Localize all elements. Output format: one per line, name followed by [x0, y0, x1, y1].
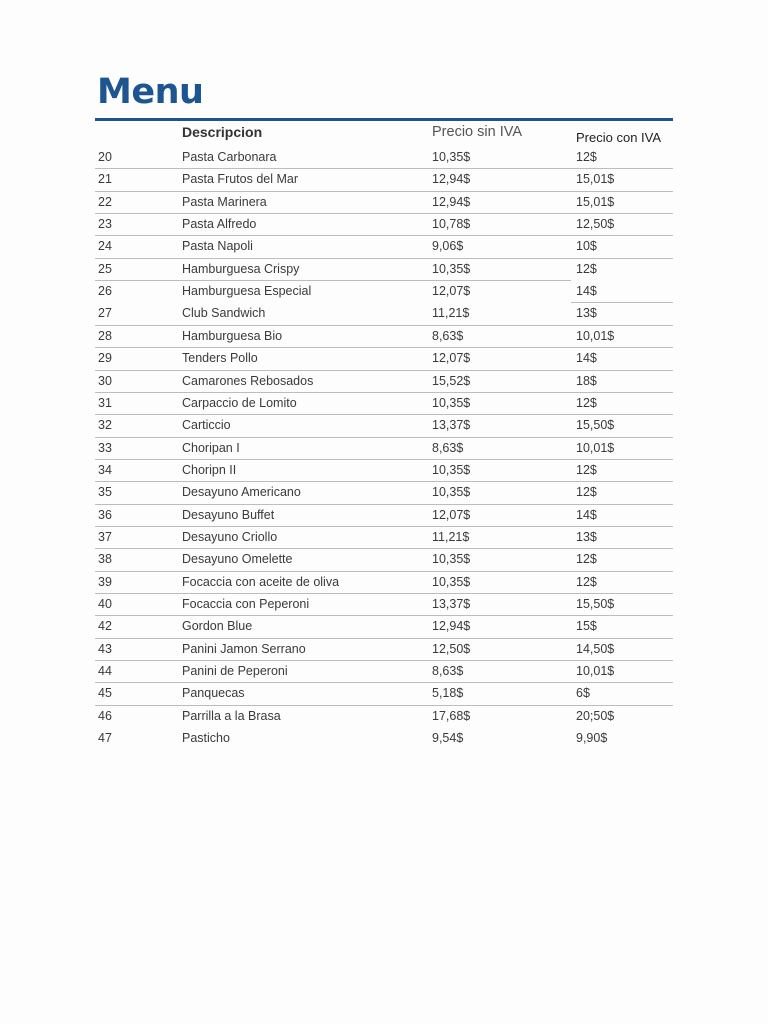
price-with-iva: 12$	[576, 485, 597, 499]
price-with-iva: 13$	[576, 306, 597, 320]
table-row	[0, 526, 768, 548]
item-id: 28	[98, 329, 112, 343]
item-description: Carpaccio de Lomito	[182, 396, 297, 410]
item-id: 35	[98, 485, 112, 499]
item-id: 34	[98, 463, 112, 477]
table-row	[0, 258, 768, 280]
table-row	[0, 615, 768, 637]
item-description: Parrilla a la Brasa	[182, 709, 281, 723]
header-description: Descripcion	[182, 124, 263, 140]
price-with-iva: 10,01$	[576, 329, 615, 343]
price-without-iva: 10,35$	[432, 485, 471, 499]
table-row	[0, 459, 768, 481]
item-description: Panini Jamon Serrano	[182, 642, 306, 656]
price-without-iva: 10,35$	[432, 262, 471, 276]
price-with-iva: 15,50$	[576, 597, 615, 611]
price-with-iva: 14$	[576, 284, 597, 298]
item-id: 27	[98, 306, 112, 320]
item-id: 22	[98, 195, 112, 209]
price-with-iva: 14$	[576, 351, 597, 365]
table-row	[0, 280, 768, 302]
price-without-iva: 9,54$	[432, 731, 464, 745]
price-with-iva: 13$	[576, 530, 597, 544]
table-row	[0, 682, 768, 704]
price-with-iva: 6$	[576, 686, 590, 700]
item-description: Choripan I	[182, 441, 240, 455]
price-without-iva: 8,63$	[432, 664, 464, 678]
item-description: Panini de Peperoni	[182, 664, 288, 678]
item-description: Camarones Rebosados	[182, 374, 314, 388]
item-id: 40	[98, 597, 112, 611]
table-row	[0, 168, 768, 190]
item-description: Pasta Alfredo	[182, 217, 257, 231]
table-row	[0, 727, 768, 749]
table-row	[0, 347, 768, 369]
price-without-iva: 10,35$	[432, 463, 471, 477]
table-row	[0, 235, 768, 257]
item-description: Club Sandwich	[182, 306, 266, 320]
item-description: Hamburguesa Bio	[182, 329, 283, 343]
item-id: 24	[98, 239, 112, 253]
item-id: 26	[98, 284, 112, 298]
price-with-iva: 10$	[576, 239, 597, 253]
price-without-iva: 12,07$	[432, 351, 471, 365]
item-description: Pasta Carbonara	[182, 150, 277, 164]
price-without-iva: 8,63$	[432, 441, 464, 455]
item-id: 43	[98, 642, 112, 656]
price-without-iva: 12,94$	[432, 619, 471, 633]
price-without-iva: 13,37$	[432, 418, 471, 432]
table-row	[0, 437, 768, 459]
table-row	[0, 638, 768, 660]
price-with-iva: 12,50$	[576, 217, 615, 231]
item-id: 30	[98, 374, 112, 388]
price-without-iva: 12,50$	[432, 642, 471, 656]
item-description: Pasta Frutos del Mar	[182, 172, 299, 186]
item-id: 42	[98, 619, 112, 633]
price-with-iva: 12$	[576, 463, 597, 477]
item-description: Desayuno Buffet	[182, 508, 275, 522]
item-description: Tenders Pollo	[182, 351, 258, 365]
item-id: 47	[98, 731, 112, 745]
item-id: 29	[98, 351, 112, 365]
table-row	[0, 593, 768, 615]
table-row	[0, 191, 768, 213]
price-with-iva: 14,50$	[576, 642, 615, 656]
table-row	[0, 146, 768, 168]
table-row	[0, 392, 768, 414]
price-with-iva: 12$	[576, 262, 597, 276]
price-without-iva: 15,52$	[432, 374, 471, 388]
price-without-iva: 10,35$	[432, 575, 471, 589]
price-without-iva: 8,63$	[432, 329, 464, 343]
price-with-iva: 15,50$	[576, 418, 615, 432]
price-without-iva: 11,21$	[432, 530, 470, 544]
item-description: Pasticho	[182, 731, 230, 745]
item-id: 38	[98, 552, 112, 566]
price-with-iva: 15,01$	[576, 172, 615, 186]
item-id: 23	[98, 217, 112, 231]
item-id: 36	[98, 508, 112, 522]
item-description: Desayuno Omelette	[182, 552, 293, 566]
price-without-iva: 12,94$	[432, 172, 471, 186]
item-description: Desayuno Americano	[182, 485, 301, 499]
price-without-iva: 10,35$	[432, 150, 471, 164]
item-id: 46	[98, 709, 112, 723]
item-description: Focaccia con Peperoni	[182, 597, 310, 611]
item-id: 37	[98, 530, 112, 544]
item-description: Focaccia con aceite de oliva	[182, 575, 340, 589]
table-row	[0, 414, 768, 436]
item-id: 20	[98, 150, 112, 164]
item-description: Desayuno Criollo	[182, 530, 278, 544]
table-row	[0, 302, 768, 324]
price-with-iva: 18$	[576, 374, 597, 388]
table-row	[0, 325, 768, 347]
price-with-iva: 15$	[576, 619, 597, 633]
price-with-iva: 12$	[576, 552, 597, 566]
item-description: Pasta Napoli	[182, 239, 253, 253]
price-without-iva: 12,94$	[432, 195, 471, 209]
item-description: Pasta Marinera	[182, 195, 267, 209]
price-with-iva: 10,01$	[576, 441, 615, 455]
price-with-iva: 9,90$	[576, 731, 608, 745]
item-description: Panquecas	[182, 686, 245, 700]
item-description: Choripn II	[182, 463, 237, 477]
price-without-iva: 9,06$	[432, 239, 464, 253]
price-with-iva: 10,01$	[576, 664, 615, 678]
item-description: Gordon Blue	[182, 619, 253, 633]
item-description: Hamburguesa Especial	[182, 284, 312, 298]
table-row	[0, 213, 768, 235]
item-id: 44	[98, 664, 112, 678]
price-with-iva: 12$	[576, 575, 597, 589]
table-row	[0, 481, 768, 503]
item-id: 33	[98, 441, 112, 455]
table-row	[0, 705, 768, 727]
price-without-iva: 5,18$	[432, 686, 464, 700]
table-row	[0, 504, 768, 526]
price-without-iva: 17,68$	[432, 709, 471, 723]
price-with-iva: 15,01$	[576, 195, 615, 209]
price-with-iva: 12$	[576, 396, 597, 410]
header-price-with-iva: Precio con IVA	[576, 130, 662, 145]
price-with-iva: 14$	[576, 508, 597, 522]
price-without-iva: 11,21$	[432, 306, 470, 320]
table-row	[0, 548, 768, 570]
item-id: 31	[98, 396, 112, 410]
price-with-iva: 20;50$	[576, 709, 615, 723]
price-without-iva: 10,35$	[432, 552, 471, 566]
table-row	[0, 660, 768, 682]
item-id: 39	[98, 575, 112, 589]
title-rule	[95, 118, 673, 121]
item-id: 25	[98, 262, 112, 276]
price-without-iva: 10,35$	[432, 396, 471, 410]
price-without-iva: 12,07$	[432, 284, 471, 298]
price-with-iva: 12$	[576, 150, 597, 164]
item-id: 45	[98, 686, 112, 700]
page-title: Menu	[97, 72, 204, 112]
price-without-iva: 13,37$	[432, 597, 471, 611]
item-id: 32	[98, 418, 112, 432]
table-row	[0, 571, 768, 593]
item-description: Carticcio	[182, 418, 231, 432]
table-row	[0, 370, 768, 392]
header-price-without-iva: Precio sin IVA	[432, 124, 522, 140]
item-description: Hamburguesa Crispy	[182, 262, 300, 276]
item-id: 21	[98, 172, 112, 186]
price-without-iva: 10,78$	[432, 217, 471, 231]
price-without-iva: 12,07$	[432, 508, 471, 522]
